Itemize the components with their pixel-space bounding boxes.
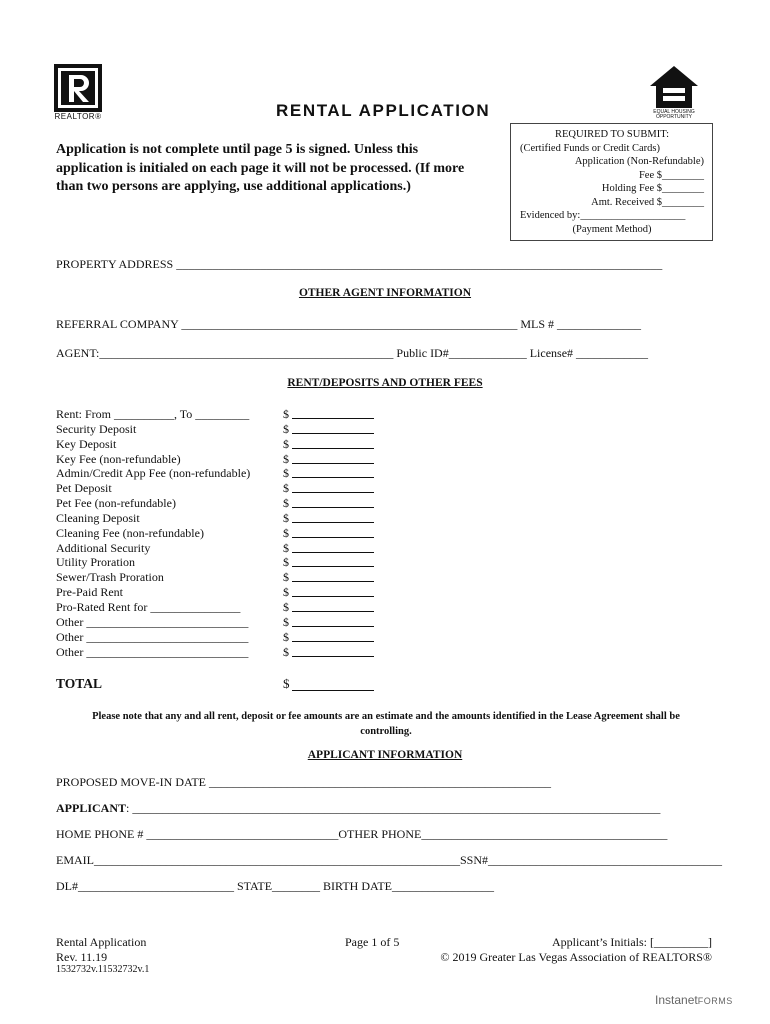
fee-amount-field[interactable] [292,433,374,434]
fee-dollar-sign: $ [283,555,289,570]
notice-line-1: Application is not complete until page 5 is signed. Unless this [56,142,419,157]
dl-state-birthdate-fields[interactable]: DL#__________________________ STATE________ BIRTH DATE_________________ [56,879,494,893]
submit-evidenced-by[interactable]: Evidenced by:____________________ [520,210,686,221]
fee-dollar-sign: $ [283,525,289,540]
fee-amount-field[interactable] [292,596,374,597]
equal-housing-text: EQUAL HOUSING OPPORTUNITY [653,109,695,120]
fee-dollar-sign: $ [283,451,289,466]
phone-fields[interactable]: HOME PHONE # ________________________________OTHER PHONE_________________________________________ [56,827,668,841]
required-to-submit-box [510,123,713,241]
footer-form-id: 1532732v.11532732v.1 [56,964,150,975]
fee-label: Other ___________________________ [56,614,249,629]
fee-dollar-sign: $ [283,599,289,614]
fee-amount-field[interactable] [292,477,374,478]
fee-label: Additional Security [56,540,151,555]
referral-company-field[interactable]: REFERRAL COMPANY ________________________________________________________ MLS # ______________ [56,317,642,331]
fee-label: Pet Deposit [56,481,112,496]
fee-amount-field[interactable] [292,492,374,493]
email-ssn-fields[interactable]: EMAIL_____________________________________________________________SSN#_______________________________________ [56,853,723,867]
fee-label: Rent: From __________, To _________ [56,407,250,421]
fee-label: Pre-Paid Rent [56,585,123,600]
footer-form-info [56,935,146,965]
fee-label: Other ___________________________ [56,629,249,644]
fees-note: Please note that any and all rent, deposit or fee amounts are an estimate and the amounts identified in the Lease Agreement shall be controlling. [92,711,680,737]
fee-amount-field[interactable] [292,537,374,538]
fee-label: Admin/Credit App Fee (non-refundable) [56,466,251,481]
page-title: RENTAL APPLICATION [276,101,491,120]
fee-dollar-sign: $ [283,510,289,525]
fee-label: Cleaning Fee (non-refundable) [56,525,204,540]
fee-amount-field[interactable] [292,522,374,523]
footer-copyright: © 2019 Greater Las Vegas Association of REALTORS® [440,950,712,964]
fee-label: Other ___________________________ [56,644,249,659]
footer-rev: Rev. 11.19 [56,950,108,964]
submit-application: Application (Non-Refundable) [574,156,704,167]
footer-initials[interactable]: Applicant’s Initials: [_________] [552,935,712,949]
applicant-field[interactable] [56,801,660,816]
other-agent-heading: OTHER AGENT INFORMATION [298,287,472,299]
fee-amount-field[interactable] [292,626,374,627]
property-address-field[interactable]: PROPERTY ADDRESS _________________________________________________________________________________ [56,257,663,271]
fee-label: Key Fee (non-refundable) [56,451,181,466]
fee-amount-field[interactable] [292,507,374,508]
fee-dollar-sign: $ [283,436,289,451]
fee-dollar-sign: $ [283,644,289,659]
fee-amount-field[interactable] [292,566,374,567]
instanet-logo [655,993,733,1007]
fee-dollar-sign: $ [283,481,289,496]
fee-dollar-sign: $ [283,570,289,585]
instanet-forms: FORMS [697,996,733,1006]
fee-label: Pro-Rated Rent for _______________ [56,599,241,614]
submit-holding-fee[interactable]: Holding Fee $________ [601,183,704,194]
fee-label: Key Deposit [56,436,117,451]
fee-dollar-sign: $ [283,540,289,555]
fee-dollar-sign: $ [283,585,289,600]
fee-dollar-sign: $ [283,466,289,481]
fee-amount-field[interactable] [292,418,374,419]
applicant-heading: APPLICANT INFORMATION [307,749,463,761]
fee-amount-field[interactable] [292,448,374,449]
notice-line-3: than two persons are applying, use additional applications.) [56,179,411,194]
fee-amount-field[interactable] [292,641,374,642]
fee-label: Security Deposit [56,421,137,436]
footer-page-number: Page 1 of 5 [345,935,400,949]
fee-dollar-sign: $ [283,421,289,436]
total-dollar-sign: $ [283,676,290,691]
fee-amount-field[interactable] [292,611,374,612]
fee-dollar-sign: $ [283,629,289,644]
fee-label: Cleaning Deposit [56,510,140,525]
notice [56,141,506,197]
submit-amt-received[interactable]: Amt. Received $________ [591,196,704,208]
submit-fee[interactable]: Fee $________ [638,169,704,181]
fees-heading: RENT/DEPOSITS AND OTHER FEES [287,377,483,389]
total-label: TOTAL [56,676,103,691]
footer-right [420,935,712,965]
move-in-date-field[interactable]: PROPOSED MOVE-IN DATE _________________________________________________________ [56,775,552,789]
agent-field[interactable]: AGENT:_________________________________________________ Public ID#_____________ License# ____________ [56,346,649,360]
submit-subheading: (Certified Funds or Credit Cards) [520,142,660,154]
instanet-brand: Instanet [655,993,698,1007]
fee-dollar-sign: $ [283,496,289,511]
applicant-line: : ________________________________________________________________________________________ [126,801,661,815]
fee-label: Utility Proration [56,555,135,570]
footer-form-name: Rental Application [56,935,147,949]
realtor-logo-text: REALTOR® [54,112,102,121]
total-amount-field[interactable] [292,690,374,691]
submit-heading: REQUIRED TO SUBMIT: [554,129,669,140]
fee-dollar-sign: $ [283,407,289,421]
fee-amount-field[interactable] [292,656,374,657]
fee-amount-field[interactable] [292,552,374,553]
submit-payment-method: (Payment Method) [572,223,652,235]
fee-label: Sewer/Trash Proration [56,570,164,585]
applicant-label: APPLICANT [56,801,127,815]
fee-dollar-sign: $ [283,614,289,629]
notice-line-2: application is initialed on each page it will not be processed. (If more [56,160,465,176]
fee-label: Pet Fee (non-refundable) [56,496,176,511]
fee-amount-field[interactable] [292,463,374,464]
fee-amount-field[interactable] [292,581,374,582]
